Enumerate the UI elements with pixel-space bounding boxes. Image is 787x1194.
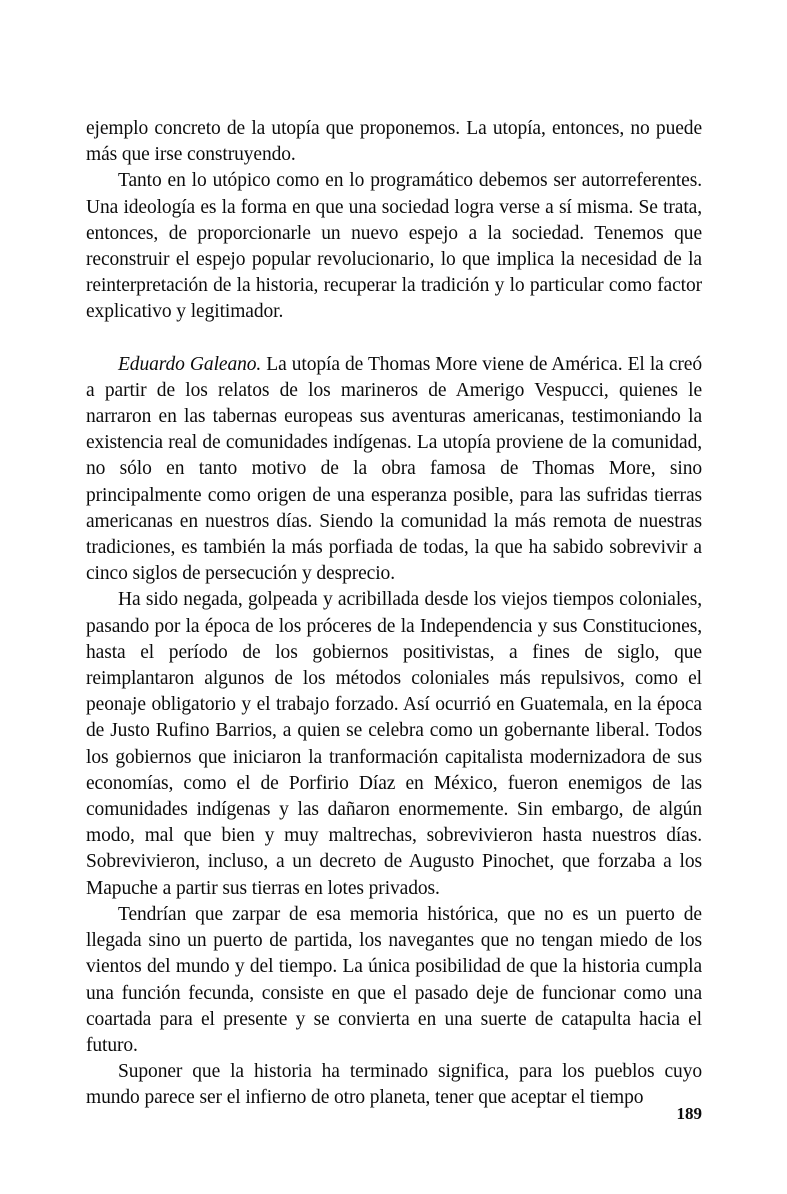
- paragraph-1: ejemplo concreto de la utopía que proponemos. La utopía, entonces, no puede más que irse construyendo.: [86, 118, 702, 166]
- paragraph-2: Tanto en lo utópico como en lo programático debemos ser autorreferentes. Una ideología es la forma en que una sociedad logra verse a sí misma. Se trata, entonces, de proporcionarle un nuevo espejo a la sociedad. Tenemos que reconstruir el espejo popular revolucionario, lo que implica la necesidad de la reinterpretación de la historia, recuperar la tradición y lo particular como factor explicativo y legitimador.: [86, 170, 702, 323]
- page-number: 189: [676, 1104, 702, 1123]
- speaker-name: Eduardo Galeano.: [118, 353, 262, 375]
- paragraph-3: [86, 352, 702, 588]
- page-body: [86, 116, 702, 1112]
- paragraph-6: Suponer que la historia ha terminado significa, para los pueblos cuyo mundo parece ser el infierno de otro planeta, tener que aceptar el tiempo: [86, 1061, 702, 1109]
- paragraph-4: Ha sido negada, golpeada y acribillada desde los viejos tiempos coloniales, pasando por la época de los próceres de la Independencia y sus Constituciones, hasta el período de los gobiernos positivistas, a fines de siglo, que reimplantaron algunos de los métodos coloniales más repulsivos, como el peonaje obligatorio y el trabajo forzado. Así ocurrió en Guatemala, en la época de Justo Rufino Barrios, a quien se celebra como un gobernante liberal. Todos los gobiernos que iniciaron la tranformación capitalista modernizadora de sus economías, como el de Porfirio Díaz en México, fueron enemigos de las comunidades indígenas y las dañaron enormemente. Sin embargo, de algún modo, mal que bien y muy maltrechas, sobrevivieron hasta nuestros días. Sobrevivieron, incluso, a un decreto de Augusto Pinochet, que forzaba a los Mapuche a partir sus tierras en lotes privados.: [86, 589, 702, 899]
- paragraph-5: Tendrían que zarpar de esa memoria histórica, que no es un puerto de llegada sino un puerto de partida, los navegantes que no tengan miedo de los vientos del mundo y del tiempo. La única posibilidad de que la historia cumpla una función fecunda, consiste en que el pasado deje de funcionar como una coartada para el presente y se convierta en una suerte de catapulta hacia el futuro.: [86, 903, 702, 1056]
- paragraph-3-text: La utopía de Thomas More viene de América. El la creó a partir de los relatos de los marineros de Amerigo Vespucci, quienes le narraron en las tabernas europeas sus aventuras americanas, testimoniando la existencia real de comunidades indígenas. La utopía proviene de la comunidad, no sólo en tanto motivo de la obra famosa de Thomas More, sino principalmente como origen de una esperanza posible, para las sufridas tierras americanas en nuestros días. Siendo la comunidad la más remota de nuestras tradiciones, es también la más porfiada de todas, la que ha sabido sobrevivir a cinco siglos de persecución y desprecio.: [86, 353, 702, 585]
